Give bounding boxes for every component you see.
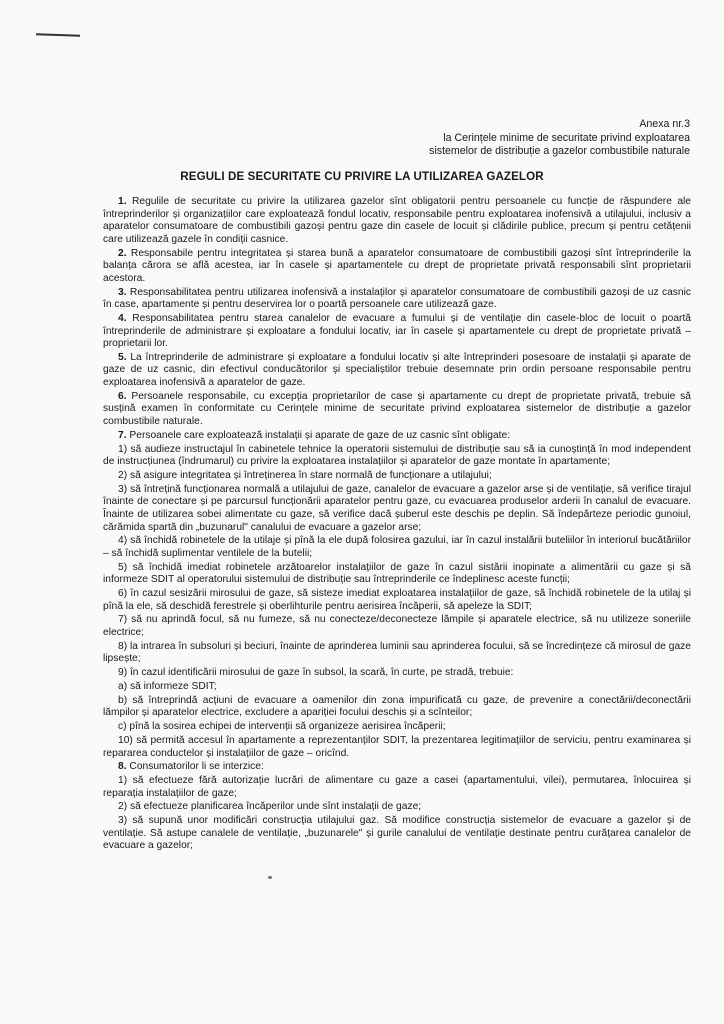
paragraph-text: a) să informeze SDIT;	[118, 680, 217, 692]
paragraph	[103, 196, 691, 246]
paragraph	[103, 801, 691, 814]
annex-header	[429, 118, 690, 159]
paragraph-text: Responsabilitatea pentru utilizarea inofensivă a instalaților și aparatelor consumatoare de combustibili gazoși de uz casnic în case, apartamente și pentru deservirea lor o poartă persoanele care utilizează gaze.	[103, 286, 691, 311]
paragraph-text: 1) să efectueze fără autorizație lucrări de alimentare cu gaze a casei (apartamentului, vilei), permutarea, înlocuirea și reparația instalațiilor de gaze;	[103, 775, 691, 799]
paragraph-text: Responsabile pentru integritatea și starea bună a aparatelor consumatoare de combustibili gazoși sînt întreprinderile la balanța cărora se află acestea, iar în casele și apartamentele cu drept de proprietate privată responsabili sînt proprietarii acestora.	[103, 247, 691, 284]
paragraph-number: 4.	[118, 312, 127, 324]
paragraph-text: Persoanele care exploatează instalații și aparate de gaze de uz casnic sînt obligate:	[126, 429, 511, 441]
paragraph	[103, 667, 691, 680]
paragraph-number: 1.	[118, 196, 127, 207]
paragraph	[103, 614, 691, 639]
paragraph	[103, 681, 691, 694]
paragraph-text: La întreprinderile de administrare și exploatare a fondului locativ și alte întreprinderi posesoare de instalații și aparate de gaze de uz casnic, din efectivul conducătorilor și specialiștilor trebuie desemnate prin ordin persoane responsabile pentru exploatarea inofensivă a aparatelor de gaze.	[103, 351, 691, 389]
paragraph	[103, 470, 691, 483]
document-body	[103, 196, 691, 854]
paragraph	[103, 641, 691, 666]
paragraph	[103, 444, 691, 469]
paragraph-text: c) pînă la sosirea echipei de intervenții să organizeze aerisirea încăperii;	[118, 721, 446, 733]
paragraph-text: 7) să nu aprindă focul, să nu fumeze, să nu conecteze/deconecteze lămpile și aparatele electrice, să nu utilizeze soneriile electrice;	[103, 614, 691, 639]
paragraph-text: 2) să efectueze planificarea încăperilor unde sînt instalații de gaze;	[118, 801, 422, 813]
paragraph	[103, 391, 691, 429]
paragraph	[103, 695, 691, 720]
paragraph-number: 3.	[118, 286, 127, 298]
paragraph-text: 3) să supună unor modificări construcția utilajului gaz. Să modifice construcția sistemelor de evacuare a gazelor și de ventilație. Să astupe canalele de ventilație, „buzunarele" și gurile canalului de ventilație destinate pentru curățarea canalelor de evacuare a gazelor;	[103, 815, 691, 852]
annex-number: Anexa nr.3	[639, 118, 690, 130]
paragraph	[103, 287, 691, 312]
paragraph-number: 6.	[118, 390, 127, 402]
paragraph-text: 1) să audieze instructajul în cabinetele tehnice la operatorii sistemului de distribuție sau să ia cunoștință în mod independent de instrucțiunea (îndrumarul) cu privire la exploatarea instalațiilor și aparatelor de gaze montate în apartamente;	[103, 443, 691, 468]
paragraph-text: Persoanele responsabile, cu excepția proprietarilor de case și apartamente cu drept de proprietate privată, trebuie să susțină examen în conformitate cu Cerințele minime de securitate privind exploatarea sistemelor de distribuție a gazelor combustibile naturale.	[103, 390, 691, 428]
scan-mark	[36, 33, 80, 37]
paragraph-text: Responsabilitatea pentru starea canalelor de evacuare a fumului și de ventilație din casele-bloc de locuit o poartă întreprinderile de administrare și exploatare a fondului locativ, iar în casele și apartamentele cu drept de proprietate privată – proprietarii lor.	[103, 312, 691, 350]
annex-reference-line-2: sistemelor de distribuție a gazelor combustibile naturale	[429, 145, 690, 157]
paragraph	[103, 562, 691, 587]
paragraph-number: 2.	[118, 247, 127, 259]
paragraph-text: Consumatorilor li se interzice:	[126, 761, 264, 773]
paragraph-text: 3) să întrețină funcționarea normală a utilajului de gaze, canalelor de evacuare a gazelor arse și de ventilație, să verifice tirajul înainte de conectare și pe parcursul funcționării aparatelor pentru gaze, cu evacuarea produselor arderii în canalul de evacuare. Înainte de utilizarea sobei alimentate cu gaze, să verifice dacă șuberul este deschis pe deplin. Să îndepărteze periodic gunoiul, cărămida spartă din „buzunarul" canalului de evacuare a gazelor arse;	[103, 483, 691, 533]
paragraph	[103, 535, 691, 560]
paragraph-text: 5) să închidă imediat robinetele arzătoarelor instalațiilor de gaze în cazul sistării inopinate a alimentării cu gaze și să informeze SDIT al operatorului sistemului de distribuție sau întreprinderile ce îndeplinesc aceste funcții;	[103, 561, 691, 586]
paragraph	[103, 352, 691, 390]
paragraph	[103, 721, 691, 734]
paragraph-number: 8.	[118, 761, 127, 773]
paragraph	[103, 484, 691, 534]
paragraph-text: 6) în cazul sesizării mirosului de gaze, să sisteze imediat exploatarea instalațiilor de gaze, să închidă robinetele de la utilaj și pînă la ele, să deschidă ferestrele și oberlihturile pentru aerisirea încăperii, să apeleze la SDIT;	[103, 588, 691, 612]
paragraph	[103, 588, 691, 613]
paragraph-text: 2) să asigure integritatea și întreținerea în stare normală de funcționare a utilajului;	[118, 469, 492, 481]
paragraph-number: 7.	[118, 429, 127, 441]
document-title: REGULI DE SECURITATE CU PRIVIRE LA UTILIZAREA GAZELOR	[180, 170, 544, 183]
paragraph	[103, 430, 691, 443]
paragraph-number: 5.	[118, 351, 127, 363]
paragraph-text: Regulile de securitate cu privire la utilizarea gazelor sînt obligatorii pentru persoanele cu funcție de răspundere ale întreprinderilor și organizațiilor care exploatează fondul locativ, responsabile pentru exploatarea inofensivă a utilajului, inclusiv a aparatelor consumatoare de combustibili gazoși pentru gaze din casele de locuit și clădirile publice, precum și pentru cetățenii care utilizează gazele în condiții casnice.	[103, 196, 691, 245]
paragraph-text: 9) în cazul identificării mirosului de gaze în subsol, la scară, în curte, pe stradă, trebuie:	[118, 667, 514, 679]
paragraph	[103, 815, 691, 853]
paragraph-text: b) să întreprindă acțiuni de evacuare a oamenilor din zona impurificată cu gaze, de prevenire a conectării/deconectării lămpilor și aparatelor electrice, excludere a apariției focului deschis și a scînteilor;	[103, 694, 691, 719]
paragraph-text: 8) la intrarea în subsoluri și beciuri, înainte de aprinderea luminii sau aprinderea focului, să se încredințeze că mirosul de gaze lipsește;	[103, 640, 691, 665]
paragraph	[103, 248, 691, 286]
paragraph	[103, 313, 691, 351]
annex-reference-line-1: la Cerințele minime de securitate privind exploatarea	[443, 131, 690, 144]
paragraph	[103, 735, 691, 760]
paragraph-text: 10) să permită accesul în apartamente a reprezentanților SDIT, la prezentarea legitimațiilor de serviciu, pentru examinarea și repararea conductelor și instalațiilor de gaze – oricînd.	[103, 734, 691, 759]
paragraph-text: 4) să închidă robinetele de la utilaje și pînă la ele după folosirea gazului, iar în cazul instalării buteliilor în interiorul bucătăriilor – să închidă suplimentar ventilele de la butelii;	[103, 535, 691, 559]
paragraph	[103, 761, 691, 774]
paragraph	[103, 775, 691, 800]
scan-speck	[268, 876, 272, 879]
